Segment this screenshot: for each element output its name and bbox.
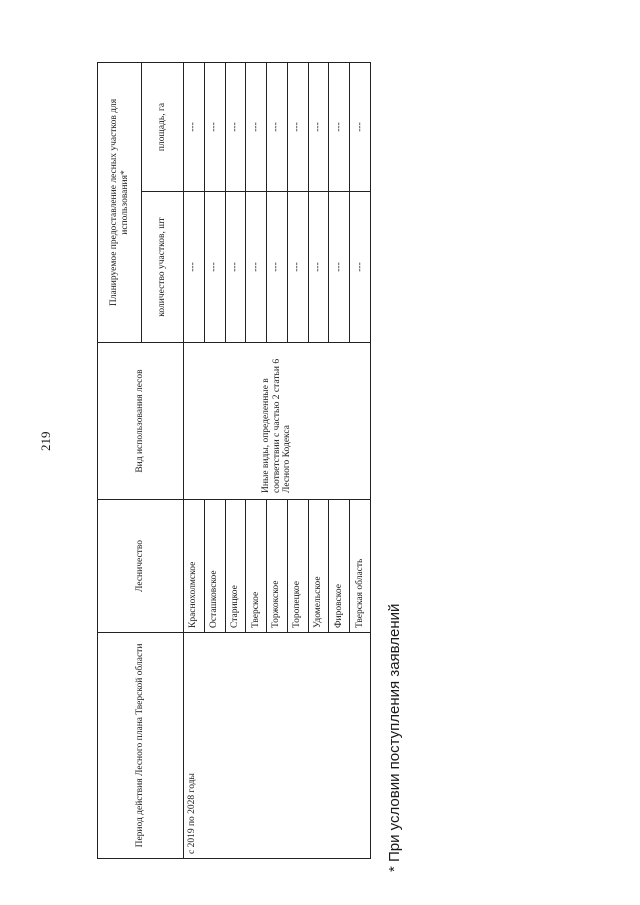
forestry-cell: Удомельское [308,500,329,633]
forestry-cell: Краснохолмское [184,500,205,633]
forestry-cell: Старицкое [225,500,246,633]
count-cell: --- [267,192,288,343]
header-area: площадь, га [142,62,184,191]
forestry-cell: Торопецкое [287,500,308,633]
area-cell: --- [267,62,288,191]
area-cell: --- [184,62,205,191]
header-forestry: Лесничество [98,500,184,633]
area-cell: --- [225,62,246,191]
forestry-cell: Торжокское [267,500,288,633]
area-cell: --- [287,62,308,191]
period-cell: с 2019 по 2028 годы [184,633,371,859]
area-cell: --- [246,62,267,191]
header-count: количество участков, шт [142,192,184,343]
header-period: Период действия Лесного плана Тверской области [98,633,184,859]
forestry-cell: Осташковское [204,500,225,633]
forestry-cell: Тверская область [350,500,371,633]
count-cell: --- [350,192,371,343]
area-cell: --- [329,62,350,191]
forestry-cell: Тверское [246,500,267,633]
page-number: 219 [38,431,53,451]
header-planned: Планируемое предоставление лесных участков для использования* [98,62,142,342]
count-cell: --- [184,192,205,343]
forest-plan-table-container [97,63,371,859]
header-use-type: Вид использования лесов [98,343,184,500]
area-cell: --- [204,62,225,191]
count-cell: --- [246,192,267,343]
count-cell: --- [204,192,225,343]
count-cell: --- [287,192,308,343]
count-cell: --- [225,192,246,343]
area-cell: --- [308,62,329,191]
use-type-cell: Иные виды, определенные в соответствии с частью 2 статьи 6 Лесного Кодекса [184,343,371,500]
forestry-cell: Фировское [329,500,350,633]
footnote: * При условии поступления заявлений [386,603,403,872]
area-cell: --- [350,62,371,191]
forest-plan-table [97,62,371,859]
count-cell: --- [329,192,350,343]
count-cell: --- [308,192,329,343]
